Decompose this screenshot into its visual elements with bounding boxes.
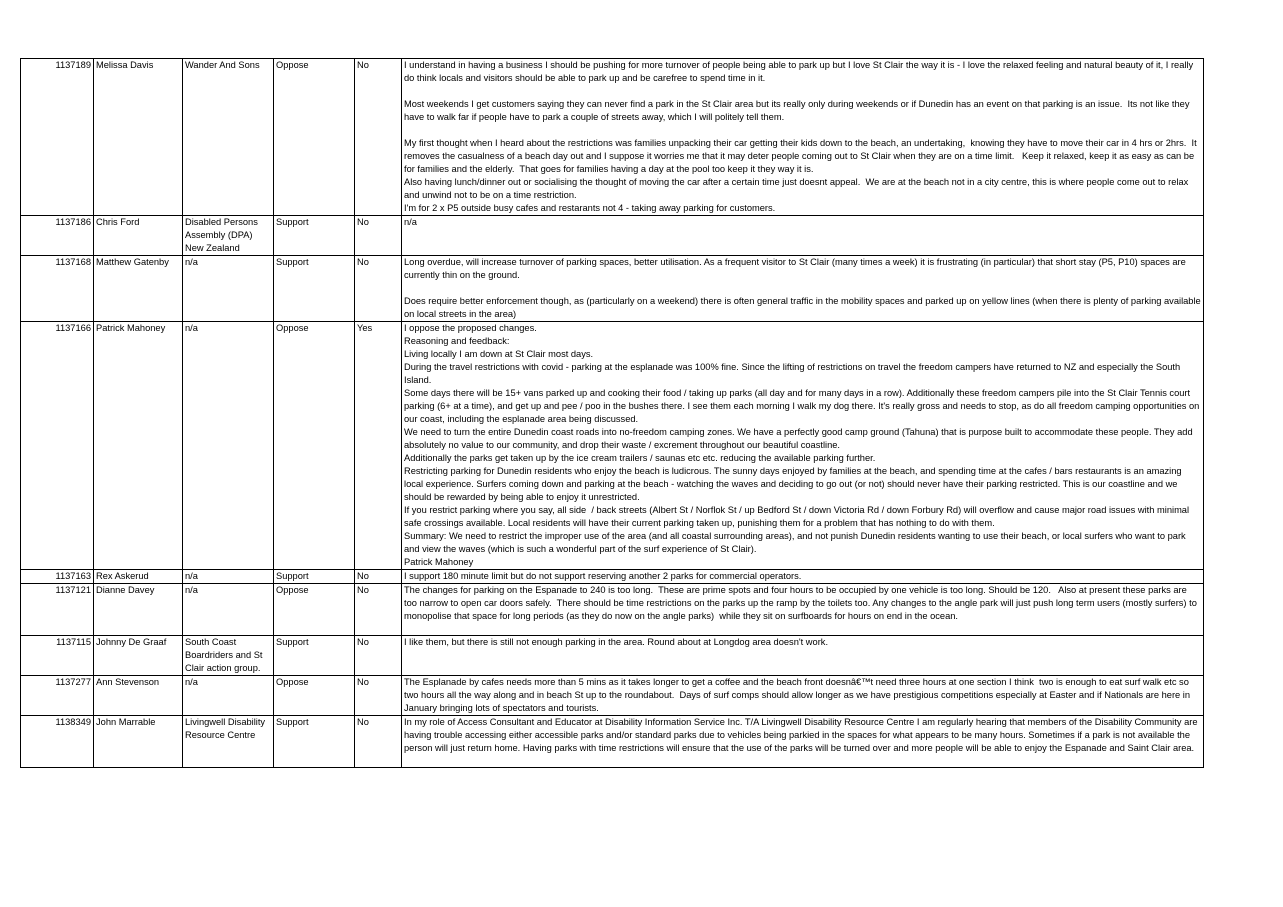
submission-id-cell: 1137186 xyxy=(21,216,94,256)
organisation-cell: n/a xyxy=(183,256,274,322)
comment-paragraph: n/a xyxy=(404,217,417,227)
organisation-cell: Livingwell Disability Resource Centre xyxy=(183,716,274,768)
comment-cell xyxy=(402,584,1204,636)
table-row xyxy=(21,322,1204,570)
speak-flag-cell: No xyxy=(355,676,402,716)
organisation-cell: Disabled Persons Assembly (DPA) New Zealand xyxy=(183,216,274,256)
submissions-table-body xyxy=(21,59,1204,768)
position-cell: Oppose xyxy=(274,59,355,216)
position-cell: Oppose xyxy=(274,584,355,636)
comment-paragraph: Does require better enforcement though, as (particularly on a weekend) there is often general traffic in the mobility spaces and parked up on yellow lines (when there is plenty of parking available on local streets in the area) xyxy=(404,296,1204,319)
comment-cell xyxy=(402,59,1204,216)
comment-paragraph: Reasoning and feedback: xyxy=(404,336,510,346)
submission-id-cell: 1137277 xyxy=(21,676,94,716)
submitter-name-cell: Matthew Gatenby xyxy=(94,256,183,322)
organisation-cell: n/a xyxy=(183,570,274,584)
table-row xyxy=(21,636,1204,676)
comment-cell xyxy=(402,256,1204,322)
comment-cell xyxy=(402,216,1204,256)
comment-paragraph xyxy=(404,282,1201,295)
speak-flag-cell: No xyxy=(355,636,402,676)
organisation-cell: South Coast Boardriders and St Clair action group. xyxy=(183,636,274,676)
submission-id-cell: 1137163 xyxy=(21,570,94,584)
position-cell: Support xyxy=(274,716,355,768)
submitter-name-cell: Patrick Mahoney xyxy=(94,322,183,570)
submissions-table xyxy=(20,58,1204,768)
table-row xyxy=(21,676,1204,716)
position-cell: Support xyxy=(274,570,355,584)
comment-paragraph: My first thought when I heard about the restrictions was families unpacking their car getting their kids down to the beach, an undertaking, knowing they have to move their car in 4 hrs or 2hrs. It removes the casualness of a beach day out and I suppose it worries me that it may deter people coming out to St Clair when they are on a time limit. Keep it relaxed, keep it as easy as can be for families and the elderly. That goes for families having a day at the pool too keep it they way it is. xyxy=(404,138,1200,174)
comment-paragraph: The Esplanade by cafes needs more than 5 mins as it takes longer to get a coffee and the beach front doesnâ€™t need three hours at one section I think two is enough to eat surf walk etc so two hours all the way along and in beach St up to the roundabout. Days of surf comps should allow longer as we have prestigious competitions especially at Easter and if Nationals are here in January bringing lots of spectators and tourists. xyxy=(404,677,1193,713)
speak-flag-cell: No xyxy=(355,216,402,256)
comment-paragraph: Additionally the parks get taken up by the ice cream trailers / saunas etc etc. reducing the available parking further. xyxy=(404,453,876,463)
comment-paragraph: I understand in having a business I should be pushing for more turnover of people being able to park up but I love St Clair the way it is - I love the relaxed feeling and natural beauty of it, I really do think locals and visitors should be able to park up and be carefree to spend time in it. xyxy=(404,60,1196,83)
table-row xyxy=(21,570,1204,584)
submitter-name-cell: Chris Ford xyxy=(94,216,183,256)
speak-flag-cell: No xyxy=(355,256,402,322)
submitter-name-cell: Dianne Davey xyxy=(94,584,183,636)
comment-paragraph: Patrick Mahoney xyxy=(404,557,474,567)
comment-paragraph: Living locally I am down at St Clair most days. xyxy=(404,349,594,359)
submission-id-cell: 1138349 xyxy=(21,716,94,768)
comment-paragraph: Long overdue, will increase turnover of parking spaces, better utilisation. As a frequent visitor to St Clair (many times a week) it is frustrating (in particular) that short stay (P5, P10) spaces are currently thin on the ground. xyxy=(404,257,1189,280)
comment-cell xyxy=(402,570,1204,584)
table-row xyxy=(21,216,1204,256)
submission-id-cell: 1137189 xyxy=(21,59,94,216)
organisation-cell: n/a xyxy=(183,676,274,716)
speak-flag-cell: No xyxy=(355,584,402,636)
comment-paragraph: I like them, but there is still not enough parking in the area. Round about at Longdog area doesn't work. xyxy=(404,637,829,647)
position-cell: Support xyxy=(274,636,355,676)
comment-paragraph: I'm for 2 x P5 outside busy cafes and restarants not 4 - taking away parking for customers. xyxy=(404,203,776,213)
comment-paragraph: I support 180 minute limit but do not support reserving another 2 parks for commercial operators. xyxy=(404,571,802,581)
table-row xyxy=(21,716,1204,768)
table-row xyxy=(21,256,1204,322)
speak-flag-cell: Yes xyxy=(355,322,402,570)
comment-paragraph: In my role of Access Consultant and Educator at Disability Information Service Inc. T/A Livingwell Disability Resource Centre I am regularly hearing that members of the Disability Community are having trouble accessing either accessible parks and/or standard parks due to vehicles being parkied in the spaces for what appears to be many hours. Sometimes if a park is not available the person will just return home. Having parks with time restrictions will ensure that the use of the parks will be turned over and more people will be able to enjoy the Espanade and Saint Clair area. xyxy=(404,717,1201,753)
speak-flag-cell: No xyxy=(355,59,402,216)
submission-id-cell: 1137168 xyxy=(21,256,94,322)
comment-paragraph xyxy=(404,124,1201,137)
comment-paragraph: We need to turn the entire Dunedin coast roads into no-freedom camping zones. We have a perfectly good camp ground (Tahuna) that is purpose built to accommodate these people. They add absolutely no value to our community, and drop their waste / excrement throughout our beautiful coastline. xyxy=(404,427,1196,450)
position-cell: Oppose xyxy=(274,676,355,716)
speak-flag-cell: No xyxy=(355,570,402,584)
comment-paragraph: Restricting parking for Dunedin residents who enjoy the beach is ludicrous. The sunny days enjoyed by families at the beach, and spending time at the cafes / bars restaurants is an amazing local experience. Surfers coming down and parking at the beach - watching the waves and deciding to go out (or not) should never have their parking restricted. This is our coastline and we should be rewarded by being able to enjoy it unrestricted. xyxy=(404,466,1185,502)
comment-paragraph xyxy=(404,85,1201,98)
submissions-page xyxy=(20,58,1204,768)
organisation-cell: n/a xyxy=(183,584,274,636)
submission-id-cell: 1137121 xyxy=(21,584,94,636)
table-row xyxy=(21,584,1204,636)
comment-paragraph: Most weekends I get customers saying they can never find a park in the St Clair area but its really only during weekends or if Dunedin has an event on that parking is an issue. Its not like they have to walk far if people have to park a couple of streets away, which I will politely tell them. xyxy=(404,99,1193,122)
organisation-cell: n/a xyxy=(183,322,274,570)
submission-id-cell: 1137115 xyxy=(21,636,94,676)
comment-paragraph: Summary: We need to restrict the improper use of the area (and all coastal surrounding areas), and not punish Dunedin residents wanting to use their beach, or local surfers who want to park and view the waves (which is such a wonderful part of the surf experience of St Clair). xyxy=(404,531,1189,554)
table-row xyxy=(21,59,1204,216)
comment-cell xyxy=(402,676,1204,716)
speak-flag-cell: No xyxy=(355,716,402,768)
position-cell: Support xyxy=(274,216,355,256)
comment-paragraph: The changes for parking on the Espanade to 240 is too long. These are prime spots and four hours to be occupied by one vehicle is too long. Should be 120. Also at present these parks are too narrow to open car doors safely. There should be time restrictions on the parks up the ramp by the toilets too. Any changes to the angle park will just push long term users (mostly surfers) to monopolise that space for long periods (as they do now on the angle parks) while they sit on surfboards for hours on end in the ocean. xyxy=(404,585,1200,621)
submitter-name-cell: Rex Askerud xyxy=(94,570,183,584)
organisation-cell: Wander And Sons xyxy=(183,59,274,216)
position-cell: Oppose xyxy=(274,322,355,570)
submitter-name-cell: John Marrable xyxy=(94,716,183,768)
comment-paragraph: I oppose the proposed changes. xyxy=(404,323,537,333)
submitter-name-cell: Melissa Davis xyxy=(94,59,183,216)
position-cell: Support xyxy=(274,256,355,322)
comment-cell xyxy=(402,636,1204,676)
comment-paragraph: If you restrict parking where you say, all side / back streets (Albert St / Norflok St / up Bedford St / down Victoria Rd / down Forbury Rd) will overflow and cause major road issues with minimal safe crossings available. Local residents will have their current parking taken up, punishing them for a problem that has nothing to do with them. xyxy=(404,505,1192,528)
comment-paragraph: During the travel restrictions with covid - parking at the esplanade was 100% fine. Since the lifting of restrictions on travel the freedom campers have returned to NZ and especially the South Island. xyxy=(404,362,1183,385)
submitter-name-cell: Ann Stevenson xyxy=(94,676,183,716)
comment-paragraph: Some days there will be 15+ vans parked up and cooking their food / taking up parks (all day and for many days in a row). Additionally these freedom campers pile into the St Clair Tennis court parking (6+ at a time), and get up and pee / poo in the bushes there. I see them each morning I walk my dog there. It's really gross and needs to stop, as do all freedom camping opportunities on our coast, including the esplanade area being discussed. xyxy=(404,388,1202,424)
submitter-name-cell: Johnny De Graaf xyxy=(94,636,183,676)
comment-paragraph: Also having lunch/dinner out or socialising the thought of moving the car after a certain time just doesnt appeal. We are at the beach not in a city centre, this is where people come out to relax and unwind not to be on a time restriction. xyxy=(404,177,1191,200)
submission-id-cell: 1137166 xyxy=(21,322,94,570)
comment-cell xyxy=(402,322,1204,570)
comment-cell xyxy=(402,716,1204,768)
